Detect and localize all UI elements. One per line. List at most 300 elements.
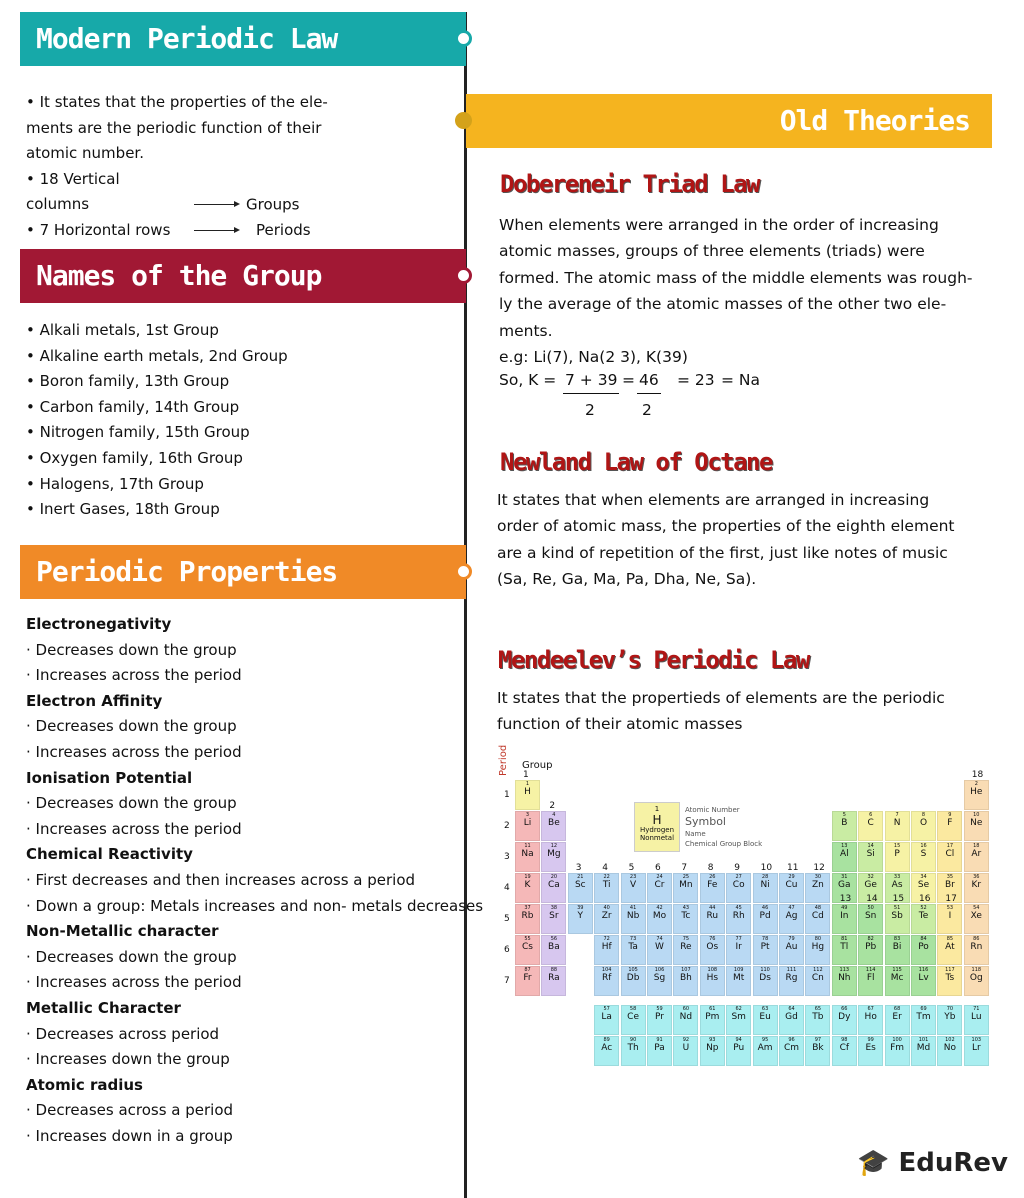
- element-Sm: [726, 1005, 751, 1035]
- element-symbol: Ho: [864, 1012, 877, 1022]
- element-symbol: S: [920, 849, 927, 859]
- atomic-number: 9: [948, 812, 952, 818]
- formula-denominator: 2: [585, 401, 595, 419]
- element-symbol: C: [867, 818, 874, 828]
- group-axis-label: Group: [522, 760, 553, 771]
- element-Te: [911, 904, 936, 934]
- element-Ag: [779, 904, 804, 934]
- element-Db: [621, 966, 646, 996]
- text-line: ments are the periodic function of their: [26, 118, 322, 137]
- atomic-number: 44: [709, 905, 716, 911]
- key-legend-line: Symbol: [685, 815, 726, 829]
- atomic-number: 3: [525, 812, 530, 818]
- element-Co: [726, 873, 751, 903]
- element-Bh: [673, 966, 698, 996]
- atomic-number: 57: [603, 1006, 610, 1012]
- element-Fr: [515, 966, 540, 996]
- key-legend-line: Chemical Group Block: [685, 839, 763, 848]
- element-symbol: Fr: [523, 973, 532, 983]
- element-Yb: [937, 1005, 962, 1035]
- element-symbol: Cu: [785, 880, 798, 890]
- atomic-number: 35: [946, 874, 954, 880]
- element-Nh: [832, 966, 857, 996]
- group-number: 1: [523, 770, 529, 780]
- element-Rf: [594, 966, 619, 996]
- atomic-number: 79: [788, 936, 795, 942]
- element-symbol: Li: [523, 818, 532, 828]
- element-symbol: Al: [839, 849, 849, 859]
- atomic-number: 20: [550, 874, 558, 880]
- element-S: [911, 842, 936, 872]
- element-He: [964, 780, 989, 810]
- element-Pu: [726, 1036, 751, 1066]
- atomic-number: 43: [682, 905, 690, 911]
- element-W: [647, 935, 672, 965]
- property-item: · Increases down in a group: [26, 1126, 233, 1145]
- property-item: · Decreases down the group: [26, 947, 237, 966]
- atomic-number: 14: [867, 843, 874, 849]
- atomic-number: 70: [946, 1006, 954, 1012]
- text-line: function of their atomic masses: [497, 715, 743, 734]
- element-Rb: [515, 904, 540, 934]
- property-heading: Electronegativity: [26, 615, 172, 633]
- atomic-number: 23: [629, 874, 637, 880]
- atomic-number: 34: [920, 874, 927, 880]
- rows-row: [26, 218, 328, 244]
- atomic-number: 94: [735, 1037, 742, 1043]
- element-symbol: Tc: [681, 911, 691, 921]
- text-line: (Sa, Re, Ga, Ma, Pa, Dha, Ne, Sa).: [497, 570, 757, 589]
- atomic-number: 7: [895, 812, 899, 818]
- element-symbol: Bk: [812, 1043, 824, 1053]
- group-number: 10: [760, 863, 773, 873]
- element-symbol: Ne: [970, 818, 983, 828]
- element-symbol: Na: [521, 849, 534, 859]
- atomic-number: 10: [973, 812, 980, 818]
- formula-numerator: 7 + 39: [563, 371, 619, 394]
- element-Sg: [647, 966, 672, 996]
- element-symbol: W: [655, 942, 664, 952]
- atomic-number: 92: [682, 1037, 690, 1043]
- element-symbol: Rg: [785, 973, 798, 983]
- element-symbol: Pt: [760, 942, 770, 952]
- period-number: 1: [504, 790, 510, 800]
- formula-result: = Na: [721, 371, 761, 389]
- element-symbol: Tl: [840, 942, 849, 952]
- group-number: 4: [602, 863, 608, 873]
- element-symbol: Ts: [945, 973, 955, 983]
- atomic-number: 25: [682, 874, 690, 880]
- atomic-number: 17: [946, 843, 954, 849]
- property-heading: Metallic Character: [26, 998, 181, 1017]
- element-Bi: [885, 935, 910, 965]
- element-symbol: U: [682, 1043, 690, 1053]
- atomic-number: 40: [603, 905, 610, 911]
- element-Fm: [885, 1036, 910, 1066]
- group-number: 15: [892, 894, 905, 904]
- atomic-number: 62: [735, 1006, 742, 1012]
- element-symbol: Ca: [547, 880, 560, 890]
- atomic-number: 78: [761, 936, 769, 942]
- element-symbol: Cf: [839, 1043, 850, 1053]
- element-Kr: [964, 873, 989, 903]
- key-legend-line: Name: [685, 830, 706, 839]
- element-Cs: [515, 935, 540, 965]
- element-symbol: At: [945, 942, 955, 952]
- element-Tm: [911, 1005, 936, 1035]
- atomic-number: 53: [946, 905, 954, 911]
- atomic-number: 107: [681, 967, 691, 973]
- element-Os: [700, 935, 725, 965]
- element-Am: [753, 1036, 778, 1066]
- element-symbol: Mo: [652, 911, 667, 921]
- atomic-number: 83: [893, 936, 901, 942]
- element-Ta: [621, 935, 646, 965]
- element-Ac: [594, 1036, 619, 1066]
- atomic-number: 96: [788, 1037, 795, 1043]
- element-At: [937, 935, 962, 965]
- key-symbol: H: [652, 812, 662, 827]
- element-symbol: Sm: [731, 1012, 746, 1022]
- element-K: [515, 873, 540, 903]
- property-item: · Decreases across period: [26, 1024, 220, 1043]
- group-item: • Alkaline earth metals, 2nd Group: [26, 346, 288, 365]
- atomic-number: 30: [814, 874, 822, 880]
- element-symbol: Kr: [971, 880, 982, 890]
- element-symbol: He: [970, 787, 983, 797]
- text-line: • It states that the properties of the ele-: [26, 93, 328, 111]
- atomic-number: 74: [656, 936, 663, 942]
- row-label: • 7 Horizontal rows: [26, 220, 171, 239]
- property-item: · Decreases down the group: [26, 794, 237, 813]
- element-symbol: P: [894, 849, 900, 859]
- element-Hf: [594, 935, 619, 965]
- element-Mt: [726, 966, 751, 996]
- text-line: It states that when elements are arranged in increasing: [497, 491, 930, 509]
- atomic-number: 52: [920, 905, 927, 911]
- element-symbol: Dy: [838, 1012, 851, 1022]
- atomic-number: 46: [761, 905, 769, 911]
- mendeleev-text: [497, 685, 945, 738]
- atomic-number: 6: [869, 812, 873, 818]
- element-symbol: Pa: [654, 1043, 665, 1053]
- element-Ba: [541, 935, 566, 965]
- element-Na: [515, 842, 540, 872]
- period-axis-label: Period: [498, 744, 509, 776]
- element-Si: [858, 842, 883, 872]
- atomic-number: 47: [788, 905, 795, 911]
- element-Ir: [726, 935, 751, 965]
- text-line: ly the average of the atomic masses of the other two ele-: [499, 295, 947, 314]
- element-symbol: Nh: [838, 973, 851, 983]
- element-Be: [541, 811, 566, 841]
- element-V: [621, 873, 646, 903]
- element-symbol: N: [893, 818, 901, 828]
- key-number: 1: [654, 805, 660, 813]
- element-symbol: Po: [918, 942, 929, 952]
- period-number: 6: [504, 945, 510, 955]
- element-Hs: [700, 966, 725, 996]
- element-Ds: [753, 966, 778, 996]
- property-item: · Decreases across a period: [26, 1101, 234, 1120]
- atomic-number: 100: [892, 1037, 902, 1043]
- element-symbol: La: [601, 1012, 612, 1022]
- element-Mc: [885, 966, 910, 996]
- property-item: · Increases across the period: [26, 819, 242, 838]
- atomic-number: 111: [786, 967, 797, 973]
- formula-equals: =: [622, 371, 635, 389]
- text-line: formed. The atomic mass of the middle elements was rough-: [499, 268, 973, 287]
- element-Cm: [779, 1036, 804, 1066]
- atomic-number: 39: [577, 905, 584, 911]
- element-Rn: [964, 935, 989, 965]
- element-symbol: Lr: [971, 1043, 981, 1053]
- group-number: 11: [787, 863, 799, 873]
- property-heading: Ionisation Potential: [26, 768, 193, 787]
- element-Ho: [858, 1005, 883, 1035]
- element-symbol: Mc: [890, 973, 904, 983]
- element-Mn: [673, 873, 698, 903]
- element-Hg: [805, 935, 830, 965]
- atomic-number: 109: [733, 967, 744, 973]
- atomic-number: 117: [945, 967, 955, 973]
- atomic-number: 48: [814, 905, 822, 911]
- element-symbol: Re: [680, 942, 692, 952]
- element-Pd: [753, 904, 778, 934]
- element-Sn: [858, 904, 883, 934]
- group-number: 3: [575, 863, 582, 873]
- element-symbol: Md: [916, 1043, 931, 1053]
- group-names-list: [26, 318, 288, 523]
- atomic-number: 26: [709, 874, 716, 880]
- element-symbol: Xe: [970, 911, 982, 921]
- atomic-number: 88: [550, 967, 558, 973]
- atomic-number: 116: [918, 967, 929, 973]
- element-symbol: V: [630, 880, 637, 890]
- element-U: [673, 1036, 698, 1066]
- element-Er: [885, 1005, 910, 1035]
- atomic-number: 118: [971, 967, 982, 973]
- element-H: [515, 780, 540, 810]
- element-symbol: Be: [548, 818, 560, 828]
- element-symbol: Zr: [601, 911, 612, 921]
- atomic-number: 105: [628, 967, 638, 973]
- element-symbol: Rb: [521, 911, 534, 921]
- names-of-group-banner: Names of the Group: [20, 249, 466, 303]
- property-item: · Decreases down the group: [26, 640, 237, 659]
- element-symbol: Es: [865, 1043, 876, 1053]
- group-number: 16: [919, 894, 931, 904]
- atomic-number: 113: [839, 967, 850, 973]
- atomic-number: 37: [524, 905, 531, 911]
- element-symbol: Th: [627, 1043, 639, 1053]
- element-symbol: K: [524, 880, 531, 890]
- period-number: 4: [504, 883, 510, 893]
- group-item: • Nitrogen family, 15th Group: [26, 423, 250, 442]
- element-I: [937, 904, 962, 934]
- element-symbol: Rn: [970, 942, 983, 952]
- atomic-number: 65: [814, 1006, 822, 1012]
- element-Tl: [832, 935, 857, 965]
- element-La: [594, 1005, 619, 1035]
- element-Po: [911, 935, 936, 965]
- element-Tc: [673, 904, 698, 934]
- atomic-number: 115: [892, 967, 902, 973]
- element-symbol: As: [891, 880, 903, 890]
- element-symbol: Gd: [785, 1012, 798, 1022]
- atomic-number: 8: [921, 812, 926, 818]
- atomic-number: 16: [920, 843, 927, 849]
- table-key-cell: [634, 802, 680, 852]
- group-item: • Alkali metals, 1st Group: [26, 321, 219, 339]
- element-Cn: [805, 966, 830, 996]
- text-line: It states that the propertieds of elements are the periodic: [497, 689, 945, 707]
- element-N: [885, 811, 910, 841]
- element-symbol: Mg: [547, 849, 561, 859]
- element-symbol: Sr: [549, 911, 559, 921]
- element-symbol: Bh: [679, 973, 692, 983]
- element-symbol: Lu: [971, 1012, 982, 1022]
- atomic-number: 101: [918, 1037, 929, 1043]
- key-legend-line: Atomic Number: [685, 806, 740, 814]
- element-Sc: [568, 873, 593, 903]
- atomic-number: 51: [893, 905, 901, 911]
- atomic-number: 22: [603, 874, 610, 880]
- atomic-number: 81: [841, 936, 848, 942]
- text-line: atomic number.: [26, 144, 144, 163]
- element-symbol: Cs: [522, 942, 533, 952]
- atomic-number: 21: [577, 874, 584, 880]
- element-Y: [568, 904, 593, 934]
- group-item: • Halogens, 17th Group: [26, 474, 204, 493]
- atomic-number: 84: [920, 936, 927, 942]
- atomic-number: 112: [813, 967, 823, 973]
- element-symbol: Fm: [890, 1043, 905, 1053]
- old-theories-banner: Old Theories: [466, 94, 992, 148]
- element-symbol: Y: [577, 911, 584, 921]
- atomic-number: 103: [971, 1037, 982, 1043]
- atomic-number: 41: [629, 905, 637, 911]
- element-B: [832, 811, 857, 841]
- atomic-number: 50: [867, 905, 874, 911]
- atomic-number: 29: [788, 874, 795, 880]
- atomic-number: 73: [629, 936, 637, 942]
- property-item: · Decreases down the group: [26, 717, 237, 736]
- property-item: · First decreases and then increases across a period: [26, 870, 416, 889]
- element-symbol: Au: [785, 942, 798, 952]
- element-Lv: [911, 966, 936, 996]
- element-symbol: Ag: [785, 911, 798, 921]
- element-symbol: Cl: [945, 849, 955, 859]
- edurev-logo: [857, 1148, 1008, 1178]
- period-number: 5: [504, 914, 510, 924]
- timeline-dot: [455, 267, 472, 284]
- group-number: 8: [707, 863, 714, 873]
- atomic-number: 98: [841, 1037, 848, 1043]
- element-symbol: Ar: [971, 849, 982, 859]
- element-Cu: [779, 873, 804, 903]
- atomic-number: 69: [920, 1006, 927, 1012]
- property-item: · Increases across the period: [26, 973, 242, 992]
- group-number: 7: [681, 863, 688, 873]
- element-Re: [673, 935, 698, 965]
- element-symbol: Lv: [918, 973, 929, 983]
- element-symbol: Zn: [811, 880, 824, 890]
- text-line: e.g: Li(7), Na(2 3), K(39): [499, 348, 688, 367]
- element-Ar: [964, 842, 989, 872]
- element-symbol: B: [841, 818, 848, 828]
- dobereiner-text: [499, 212, 972, 370]
- atomic-number: 108: [707, 967, 718, 973]
- element-Ni: [753, 873, 778, 903]
- element-Es: [858, 1036, 883, 1066]
- element-Eu: [753, 1005, 778, 1035]
- element-symbol: Fl: [866, 973, 875, 983]
- element-Nb: [621, 904, 646, 934]
- group-number: 12: [813, 863, 825, 873]
- element-symbol: Sg: [653, 973, 666, 983]
- element-F: [937, 811, 962, 841]
- group-number: 14: [866, 894, 878, 904]
- atomic-number: 59: [656, 1006, 663, 1012]
- group-item: • Oxygen family, 16th Group: [26, 448, 243, 467]
- element-symbol: Eu: [759, 1012, 771, 1022]
- element-symbol: Ta: [628, 942, 638, 952]
- element-Pm: [700, 1005, 725, 1035]
- atomic-number: 38: [550, 905, 558, 911]
- element-Pr: [647, 1005, 672, 1035]
- group-number: 17: [945, 894, 957, 904]
- element-symbol: Se: [917, 880, 930, 890]
- element-symbol: Ge: [864, 880, 877, 890]
- atomic-number: 54: [973, 905, 980, 911]
- element-symbol: Ru: [706, 911, 719, 921]
- mendeleev-title: Mendeelev’s Periodic Law: [498, 646, 809, 674]
- element-Gd: [779, 1005, 804, 1035]
- element-Pa: [647, 1036, 672, 1066]
- property-item: · Increases across the period: [26, 666, 242, 685]
- element-symbol: Ce: [627, 1012, 639, 1022]
- modern-law-text: [26, 90, 328, 244]
- atomic-number: 31: [841, 874, 848, 880]
- atomic-number: 32: [867, 874, 874, 880]
- atomic-number: 67: [867, 1006, 874, 1012]
- element-symbol: Ir: [735, 942, 742, 952]
- element-symbol: Ac: [601, 1043, 613, 1053]
- element-symbol: Sn: [864, 911, 877, 921]
- element-symbol: Yb: [944, 1012, 956, 1022]
- period-number: 2: [504, 821, 510, 831]
- element-symbol: Fe: [707, 880, 718, 890]
- timeline-dot: [455, 112, 472, 129]
- element-Fl: [858, 966, 883, 996]
- element-symbol: Cm: [783, 1043, 800, 1053]
- atomic-number: 68: [893, 1006, 901, 1012]
- newland-text: [497, 487, 955, 593]
- element-Nd: [673, 1005, 698, 1035]
- text-line: order of atomic mass, the properties of the eighth element: [497, 517, 955, 536]
- element-symbol: Ra: [548, 973, 560, 983]
- atomic-number: 114: [865, 967, 876, 973]
- atomic-number: 110: [760, 967, 770, 973]
- element-symbol: Hg: [811, 942, 825, 952]
- element-Ce: [621, 1005, 646, 1035]
- element-Og: [964, 966, 989, 996]
- group-number: 6: [655, 863, 661, 873]
- atomic-number: 19: [524, 874, 531, 880]
- element-Mg: [541, 842, 566, 872]
- key-name: Hydrogen: [639, 825, 675, 834]
